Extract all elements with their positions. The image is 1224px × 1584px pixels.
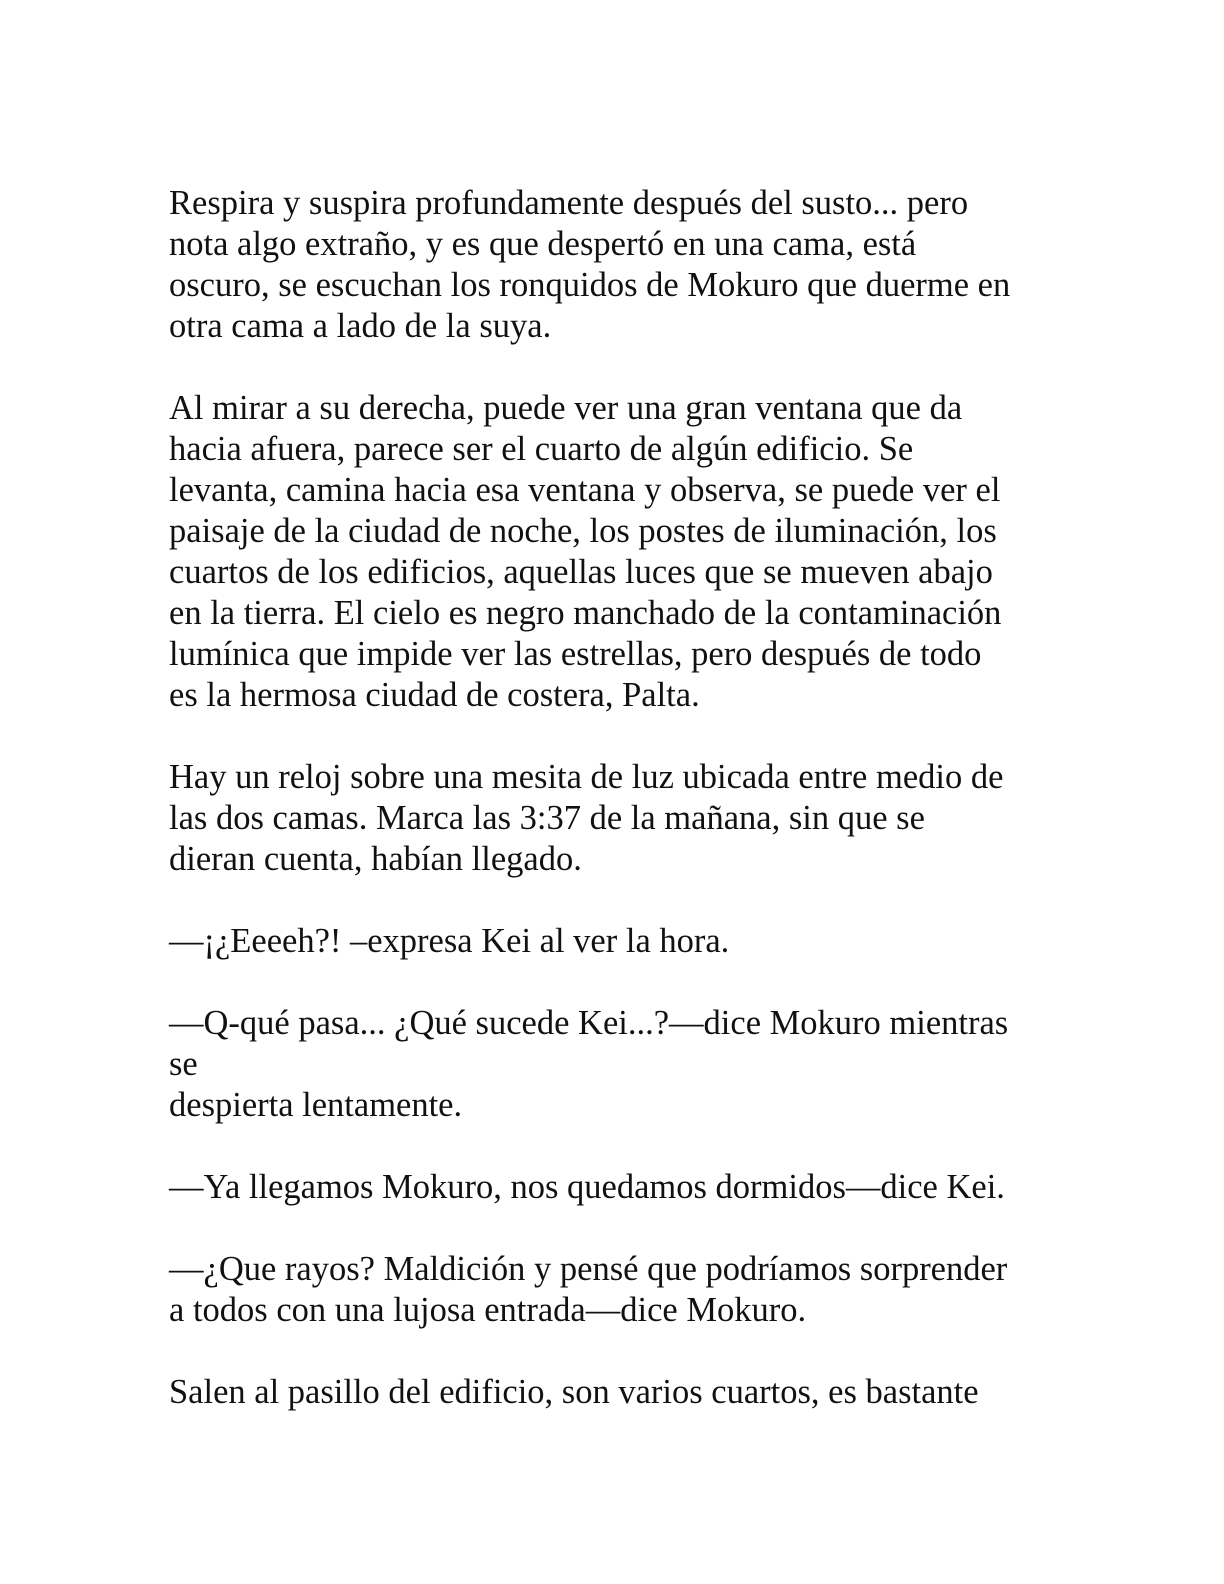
- text-line: paisaje de la ciudad de noche, los postes de iluminación, los: [169, 512, 997, 550]
- text-line: nota algo extraño, y es que despertó en una cama, está: [169, 225, 917, 263]
- text-line: a todos con una lujosa entrada—dice Mokuro.: [169, 1291, 807, 1329]
- text-line: se: [169, 1045, 198, 1083]
- text-line: lumínica que impide ver las estrellas, pero después de todo: [169, 635, 982, 673]
- text-line: Salen al pasillo del edificio, son varios cuartos, es bastante: [169, 1373, 979, 1411]
- text-line: —¿Que rayos? Maldición y pensé que podríamos sorprender: [169, 1250, 1008, 1288]
- text-line: Hay un reloj sobre una mesita de luz ubicada entre medio de: [169, 758, 1004, 796]
- text-line: despierta lentamente.: [169, 1086, 463, 1124]
- text-line: —Q-qué pasa... ¿Qué sucede Kei...?—dice Mokuro mientras: [169, 1004, 1009, 1042]
- paragraph: [169, 757, 1069, 880]
- text-line: otra cama a lado de la suya.: [169, 307, 552, 345]
- paragraph: [169, 183, 1069, 347]
- paragraph: [169, 388, 1069, 716]
- text-line: Respira y suspira profundamente después del susto... pero: [169, 184, 969, 222]
- text-line: oscuro, se escuchan los ronquidos de Mokuro que duerme en: [169, 266, 1011, 304]
- text-line: hacia afuera, parece ser el cuarto de algún edificio. Se: [169, 430, 914, 468]
- paragraph: [169, 1003, 1069, 1126]
- body-text: [169, 183, 1069, 1454]
- text-line: en la tierra. El cielo es negro manchado de la contaminación: [169, 594, 1002, 632]
- paragraph: [169, 1249, 1069, 1331]
- text-line: —¡¿Eeeeh?! –expresa Kei al ver la hora.: [169, 922, 730, 960]
- text-line: es la hermosa ciudad de costera, Palta.: [169, 676, 700, 714]
- text-line: las dos camas. Marca las 3:37 de la mañana, sin que se: [169, 799, 925, 837]
- text-line: Al mirar a su derecha, puede ver una gran ventana que da: [169, 389, 963, 427]
- paragraph: [169, 1372, 1069, 1413]
- paragraph: [169, 1167, 1069, 1208]
- text-line: cuartos de los edificios, aquellas luces que se mueven abajo: [169, 553, 993, 591]
- paragraph: [169, 921, 1069, 962]
- text-line: dieran cuenta, habían llegado.: [169, 840, 582, 878]
- text-line: —Ya llegamos Mokuro, nos quedamos dormidos—dice Kei.: [169, 1168, 1005, 1206]
- text-line: levanta, camina hacia esa ventana y observa, se puede ver el: [169, 471, 1001, 509]
